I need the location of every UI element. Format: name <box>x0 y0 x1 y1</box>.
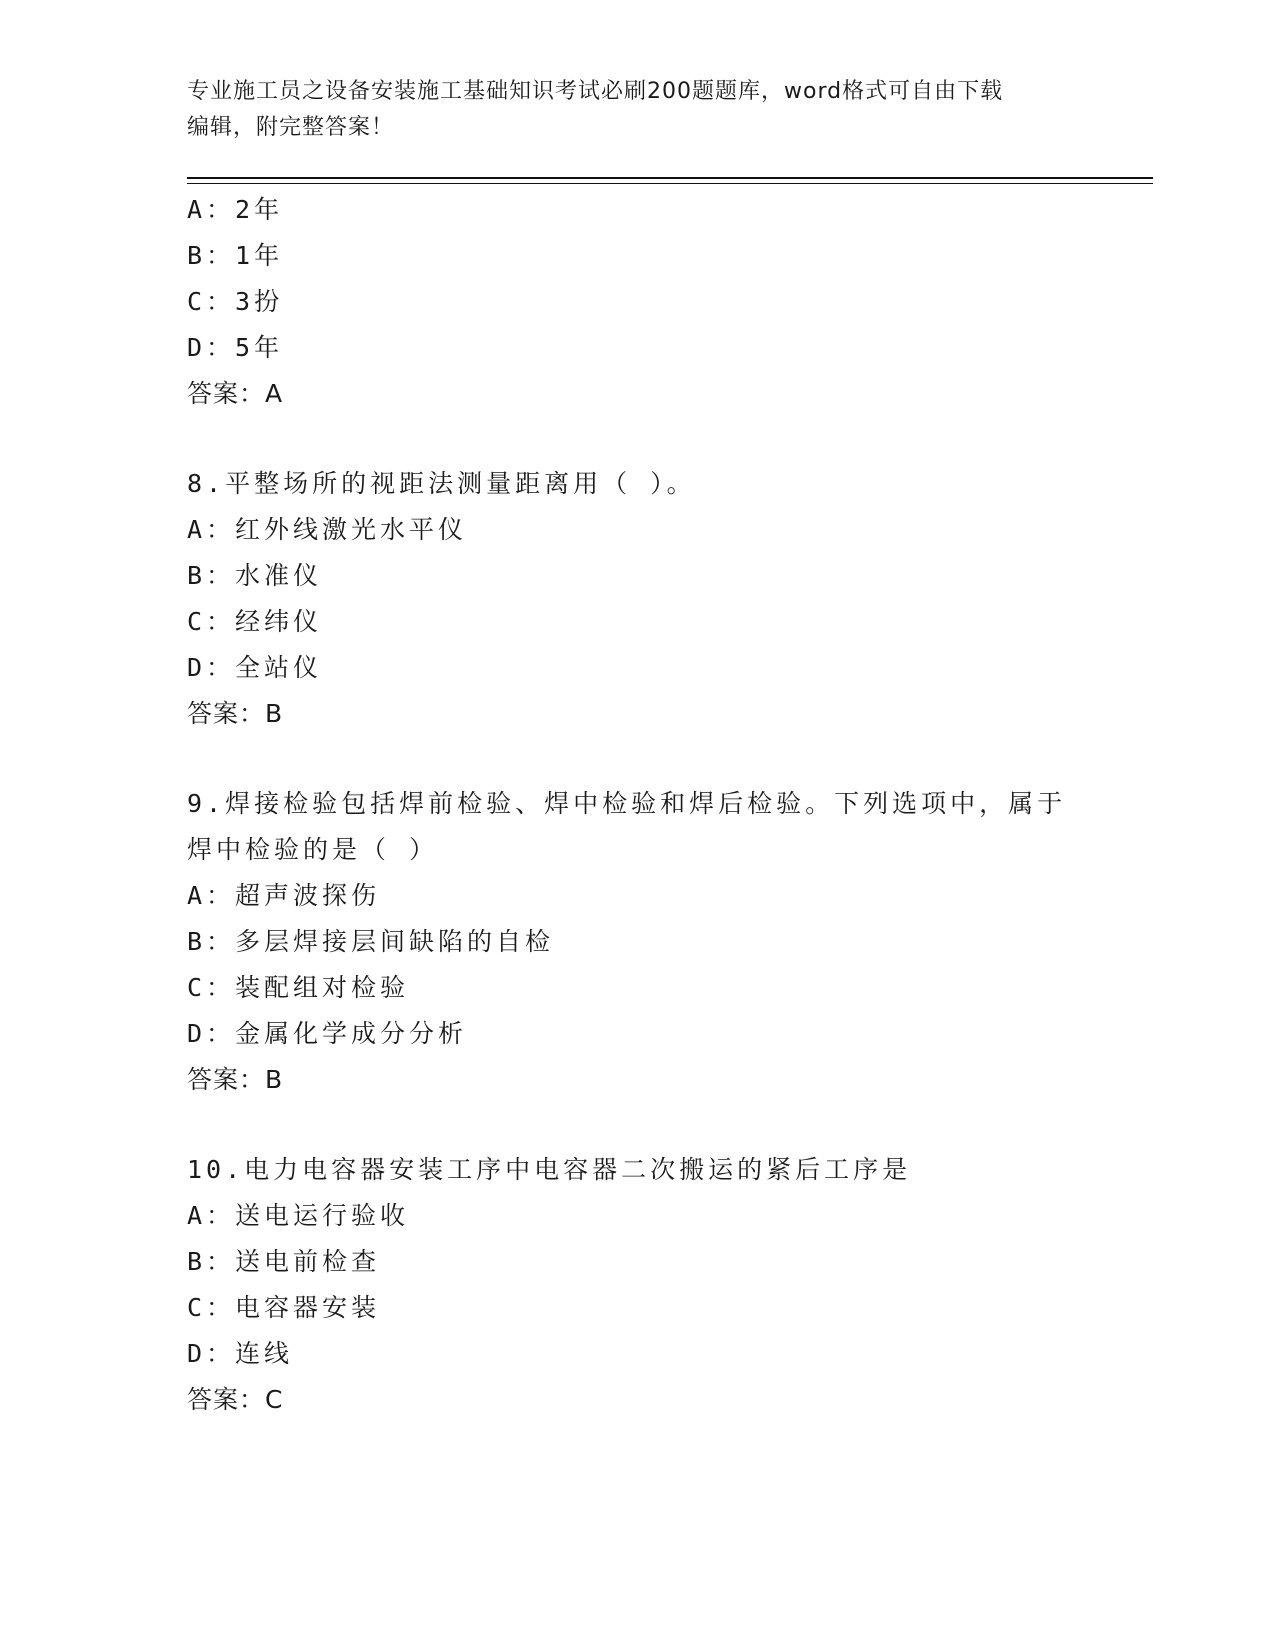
page-header <box>187 74 1067 146</box>
question-8 <box>187 461 1087 737</box>
spacer <box>187 737 1087 781</box>
option-c: C：电容器安装 <box>187 1293 381 1322</box>
question-9 <box>187 781 1087 1103</box>
question-10 <box>187 1147 1087 1423</box>
spacer <box>187 417 1087 461</box>
question-7 <box>187 187 1087 417</box>
option-a: A：红外线激光水平仪 <box>187 515 468 544</box>
question-list <box>187 187 1087 1423</box>
option-d: D：连线 <box>187 1339 294 1368</box>
header-divider <box>187 177 1153 184</box>
option-d: D：5年 <box>187 333 284 362</box>
option-a: A：送电运行验收 <box>187 1201 410 1230</box>
option-d: D：金属化学成分分析 <box>187 1019 468 1048</box>
option-b: B：送电前检查 <box>187 1247 381 1276</box>
question-text-continued: 焊中检验的是（ ） <box>187 835 439 864</box>
question-text: 9.焊接检验包括焊前检验、焊中检验和焊后检验。下列选项中，属于 <box>187 789 1067 818</box>
answer-line: 答案：B <box>187 699 284 728</box>
option-c: C：装配组对检验 <box>187 973 410 1002</box>
question-text: 10.电力电容器安装工序中电容器二次搬运的紧后工序是 <box>187 1155 912 1184</box>
option-d: D：全站仪 <box>187 653 323 682</box>
header-title-line-2: 编辑，附完整答案！ <box>187 115 395 140</box>
option-c: C：经纬仪 <box>187 607 323 636</box>
option-a: A：超声波探伤 <box>187 881 381 910</box>
option-b: B：1年 <box>187 241 284 270</box>
question-text: 8.平整场所的视距法测量距离用（ ）。 <box>187 469 696 498</box>
spacer <box>187 1103 1087 1147</box>
answer-line: 答案：B <box>187 1065 284 1094</box>
option-b: B：水准仪 <box>187 561 323 590</box>
option-c: C：3扮 <box>187 287 284 316</box>
option-a: A：2年 <box>187 195 284 224</box>
answer-line: 答案：A <box>187 379 284 408</box>
header-title-line-1: 专业施工员之设备安装施工基础知识考试必刷200题题库，word格式可自由下载 <box>187 79 1004 104</box>
answer-line: 答案：C <box>187 1385 284 1414</box>
option-b: B：多层焊接层间缺陷的自检 <box>187 927 555 956</box>
